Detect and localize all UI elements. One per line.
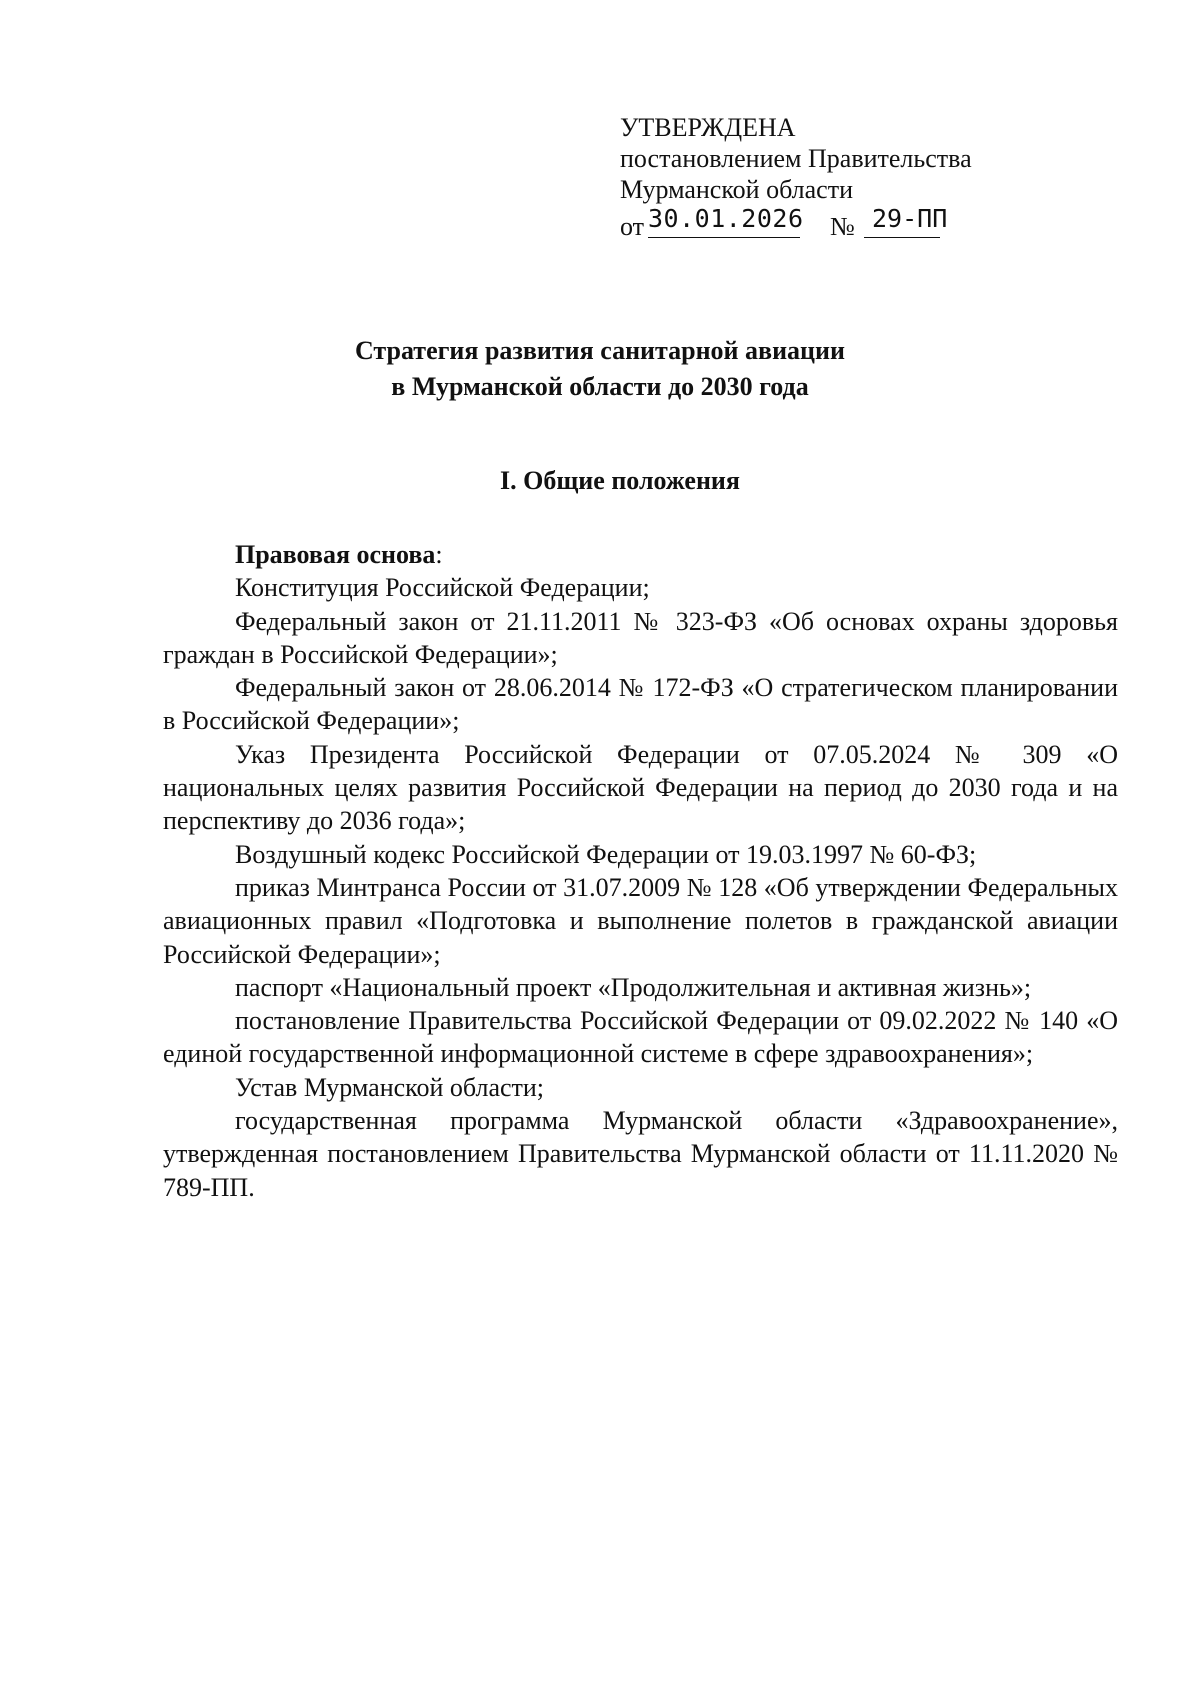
legal-basis-lead — [163, 538, 1118, 571]
legal-basis-item: Указ Президента Российской Федерации от 07.05.2024 № 309 «О национальных целях развития Российской Федерации на период до 2030 года и на перспективу до 2036 года»; — [163, 739, 1118, 836]
legal-basis-item: Воздушный кодекс Российской Федерации от 19.03.1997 № 60-ФЗ; — [235, 839, 977, 869]
reference-date: 30.01.2026 — [648, 204, 804, 233]
legal-basis-item: Устав Мурманской области; — [235, 1072, 545, 1102]
legal-basis-item: постановление Правительства Российской Федерации от 09.02.2022 № 140 «О единой государственной информационной системе в сфере здравоохранения»; — [163, 1006, 1118, 1069]
legal-basis-item: приказ Минтранса России от 31.07.2009 № 128 «Об утверждении Федеральных авиационных правил «Подготовка и выполнение полетов в гражданской авиации Российской Федерации»; — [163, 872, 1118, 969]
document-title-line-2: в Мурманской области до 2030 года — [391, 372, 809, 401]
legal-basis-item: государственная программа Мурманской области «Здравоохранение», утвержденная постановлением Правительства Мурманской области от 11.11.2020 № 789-ПП. — [163, 1106, 1118, 1202]
approval-authority: постановлением Правительства — [620, 144, 972, 173]
approval-region: Мурманской области — [620, 175, 853, 204]
reference-number: 29-ПП — [872, 204, 948, 233]
approval-reference — [620, 205, 1040, 245]
legal-basis-item: Конституция Российской Федерации; — [235, 573, 650, 603]
approval-stamp — [620, 112, 1040, 245]
number-sign: № — [830, 212, 855, 241]
section-heading: I. Общие положения — [500, 466, 740, 495]
legal-basis-item: Федеральный закон от 21.11.2011 № 323-ФЗ «Об основах охраны здоровья граждан в Российской Федерации»; — [163, 606, 1118, 669]
document-body — [163, 538, 1118, 1204]
legal-basis-label: Правовая основа — [235, 540, 436, 569]
document-title — [0, 333, 1200, 405]
legal-basis-item: паспорт «Национальный проект «Продолжительная и активная жизнь»; — [235, 972, 1032, 1002]
legal-basis-colon: : — [435, 540, 443, 569]
number-underline — [864, 237, 940, 238]
legal-basis-item: Федеральный закон от 28.06.2014 № 172-ФЗ «О стратегическом планировании в Российской Федерации»; — [163, 673, 1118, 736]
approval-heading: УТВЕРЖДЕНА — [620, 113, 796, 142]
document-title-line-1: Стратегия развития санитарной авиации — [354, 336, 845, 365]
reference-prefix: от — [620, 212, 645, 241]
date-underline — [648, 237, 800, 238]
